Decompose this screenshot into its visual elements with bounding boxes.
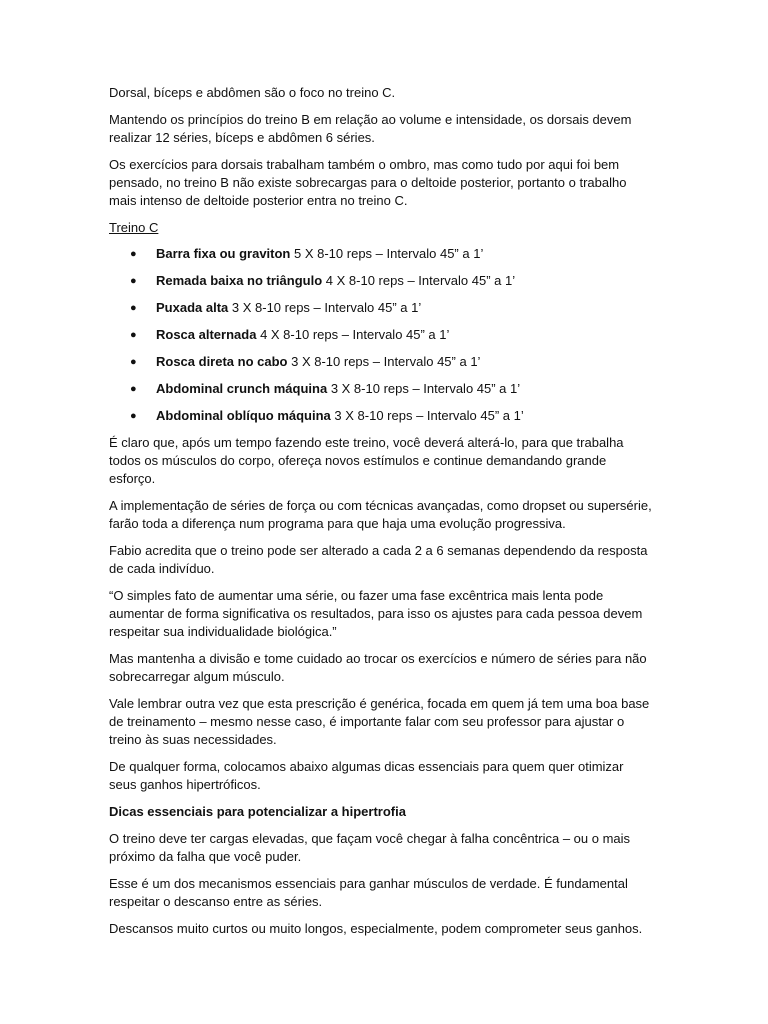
exercise-sets: 3 X 8-10 reps – Intervalo 45” a 1’	[334, 408, 524, 423]
intro-paragraph-2: Mantendo os princípios do treino B em relação ao volume e intensidade, os dorsais devem realizar 12 séries, bíceps e abdômen 6 séries.	[109, 112, 632, 145]
workout-list	[109, 245, 654, 425]
bullet-icon: ●	[130, 356, 137, 368]
bullet-icon: ●	[130, 410, 137, 422]
exercise-sets: 5 X 8-10 reps – Intervalo 45” a 1’	[294, 246, 484, 261]
list-item	[109, 299, 654, 317]
exercise-name: Rosca direta no cabo	[156, 354, 288, 369]
body-paragraph-3: Fabio acredita que o treino pode ser alterado a cada 2 a 6 semanas dependendo da resposta de cada indivíduo.	[109, 543, 648, 576]
document-page	[109, 84, 654, 947]
bullet-icon: ●	[130, 275, 137, 287]
tips-paragraph-1: O treino deve ter cargas elevadas, que façam você chegar à falha concêntrica – ou o mais próximo da falha que você puder.	[109, 831, 631, 864]
exercise-sets: 3 X 8-10 reps – Intervalo 45” a 1’	[330, 381, 521, 396]
list-item	[109, 380, 654, 398]
exercise-name: Abdominal oblíquo máquina	[156, 408, 331, 423]
list-item	[109, 407, 654, 425]
list-item	[109, 326, 654, 344]
exercise-name: Rosca alternada	[156, 327, 257, 342]
tips-paragraph-2: Esse é um dos mecanismos essenciais para ganhar músculos de verdade. É fundamental respeitar o descanso entre as séries.	[109, 876, 628, 909]
exercise-sets: 3 X 8-10 reps – Intervalo 45” a 1’	[291, 354, 481, 369]
bullet-icon: ●	[130, 302, 137, 314]
exercise-name: Puxada alta	[156, 300, 229, 315]
intro-paragraph-3: Os exercícios para dorsais trabalham também o ombro, mas como tudo por aqui foi bem pensado, no treino B não existe sobrecargas para o deltoide posterior, portanto o trabalho mais intenso de deltoide posterior entra no treino C.	[109, 157, 627, 208]
bullet-icon: ●	[130, 248, 137, 260]
workout-heading: Treino C	[109, 220, 159, 235]
body-paragraph-1: É claro que, após um tempo fazendo este treino, você deverá alterá-lo, para que trabalha todos os músculos do corpo, ofereça novos estímulos e continue demandando grande esforço.	[109, 435, 624, 486]
bullet-icon: ●	[130, 329, 137, 341]
body-paragraph-7: De qualquer forma, colocamos abaixo algumas dicas essenciais para quem quer otimizar seus ganhos hipertróficos.	[109, 759, 624, 792]
quote-paragraph: “O simples fato de aumentar uma série, ou fazer uma fase excêntrica mais lenta pode aumentar de forma significativa os resultados, para isso os ajustes para cada pessoa devem respeitar sua individualidade biológica.”	[109, 588, 643, 639]
tips-heading: Dicas essenciais para potencializar a hipertrofia	[109, 804, 406, 819]
exercise-sets: 4 X 8-10 reps – Intervalo 45” a 1’	[325, 273, 516, 288]
exercise-sets: 3 X 8-10 reps – Intervalo 45” a 1’	[231, 300, 422, 315]
list-item	[109, 245, 654, 263]
tips-paragraph-3: Descansos muito curtos ou muito longos, especialmente, podem comprometer seus ganhos.	[109, 921, 643, 936]
exercise-name: Abdominal crunch máquina	[156, 381, 328, 396]
list-item	[109, 353, 654, 371]
body-paragraph-6: Vale lembrar outra vez que esta prescrição é genérica, focada em quem já tem uma boa base de treinamento – mesmo nesse caso, é importante falar com seu professor para ajustar o treino às suas necessidades.	[109, 696, 650, 747]
list-item	[109, 272, 654, 290]
exercise-name: Remada baixa no triângulo	[156, 273, 323, 288]
intro-paragraph-1: Dorsal, bíceps e abdômen são o foco no treino C.	[109, 85, 396, 100]
bullet-icon: ●	[130, 383, 137, 395]
body-paragraph-5: Mas mantenha a divisão e tome cuidado ao trocar os exercícios e número de séries para não sobrecarregar algum músculo.	[109, 651, 647, 684]
exercise-sets: 4 X 8-10 reps – Intervalo 45” a 1’	[260, 327, 450, 342]
body-paragraph-2: A implementação de séries de força ou com técnicas avançadas, como dropset ou supersérie, farão toda a diferença num programa para que haja uma evolução progressiva.	[109, 498, 652, 531]
exercise-name: Barra fixa ou graviton	[156, 246, 291, 261]
